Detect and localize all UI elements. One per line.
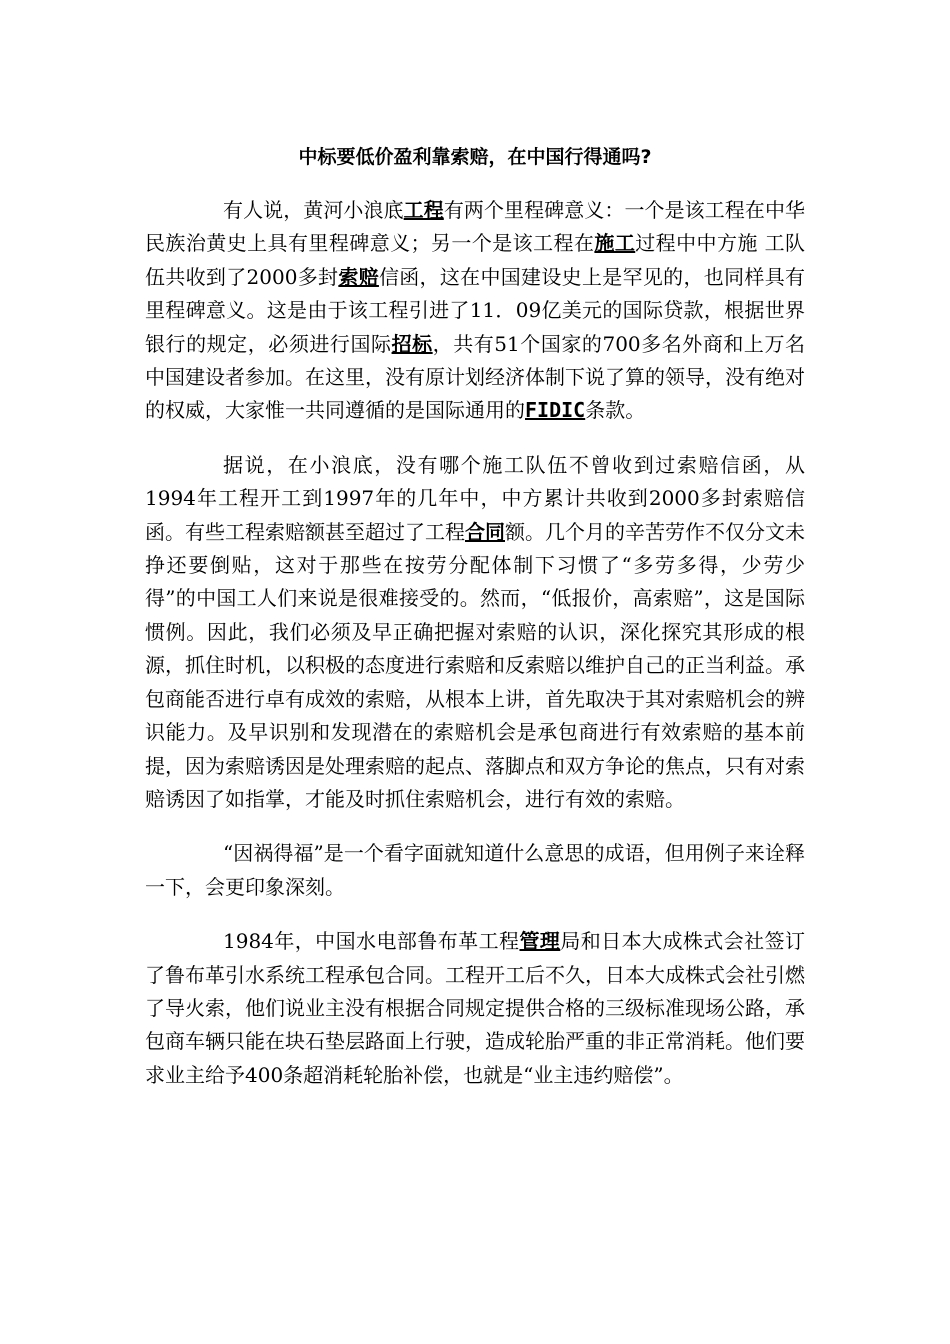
document-title: 中标要低价盈利靠索赔，在中国行得通吗?: [298, 146, 652, 168]
paragraph-4-text-2: 局和日本大成株式会社签订了鲁布革引水系统工程承包合同。工程开工后不久，日本大成株式会社引燃了导火索，他们说业主没有根据合同规定提供合格的三级标准现场公路，承包商车辆只能在块石垫层路面上行驶，造成轮胎严重的非正常消耗。他们要求业主给予400条超消耗轮胎补偿，也就是“业主违约赔偿”。: [145, 929, 806, 1087]
paragraph-1-text-2: 有两个里程碑意义：一个是该工程在中华民族治黄史上具有里程碑意义；另一个是该工程在: [145, 198, 806, 256]
link-zhaobiao[interactable]: 招标: [391, 331, 433, 356]
document-page: [145, 140, 805, 1113]
link-gongcheng[interactable]: 工程: [403, 198, 444, 222]
paragraph-1: [145, 194, 805, 428]
paragraph-2-text-1: 据说，在小浪底，没有哪个施工队伍不曾收到过索赔信函，从1994年工程开工到1997年的几年中，中方累计共收到2000多封索赔信函。有些工程索赔额甚至超过了工程: [145, 452, 805, 544]
paragraph-1-text-5: ，共有51个国家的700多名外商和上万名中国建设者参加。在这里，没有原计划经济体制下说了算的领导，没有绝对的权威，大家惟一共同遵循的是国际通用的: [145, 331, 806, 423]
link-fidic[interactable]: FIDIC: [525, 398, 586, 423]
paragraph-3-text-1: “因祸得福”是一个看字面就知道什么意思的成语，但用例子来诠释一下，会更印象深刻。: [145, 841, 805, 899]
link-shigong[interactable]: 施工: [594, 231, 636, 256]
paragraph-2: [145, 449, 805, 816]
link-guanli[interactable]: 管理: [519, 929, 561, 954]
paragraph-4-text-1: 1984年，中国水电部鲁布革工程: [223, 929, 520, 954]
link-suopei[interactable]: 索赔: [338, 264, 379, 289]
paragraph-4: [145, 925, 805, 1092]
paragraph-1-text-6: 条款。: [585, 398, 646, 423]
paragraph-1-text-4: 信函，这在中国建设史上是罕见的，也同样具有里程碑意义。这是由于该工程引进了11．09亿美元的国际贷款，根据世界银行的规定，必须进行国际: [145, 264, 805, 356]
paragraph-1-text-1: 有人说，黄河小浪底: [223, 198, 404, 222]
paragraph-3: [145, 837, 805, 904]
paragraph-2-text-2: 额。几个月的辛苦劳作不仅分文未挣还要倒贴，这对于那些在按劳分配体制下习惯了“多劳多得，少劳少得”的中国工人们来说是很难接受的。然而，“低报价，高索赔”，这是国际惯例。因此，我们必须及早正确把握对索赔的认识，深化探究其形成的根源，抓住时机，以积极的态度进行索赔和反索赔以维护自己的正当利益。承包商能否进行卓有成效的索赔，从根本上讲，首先取决于其对索赔机会的辨识能力。及早识别和发现潜在的索赔机会是承包商进行有效索赔的基本前提，因为索赔诱因是处理索赔的起点、落脚点和双方争论的焦点，只有对索赔诱因了如指掌，才能及时抓住索赔机会，进行有效的索赔。: [145, 519, 805, 811]
paragraph-1-text-3: 过程中中方施 工队伍共收到了2000多封: [145, 231, 806, 289]
link-hetong[interactable]: 合同: [465, 519, 505, 544]
